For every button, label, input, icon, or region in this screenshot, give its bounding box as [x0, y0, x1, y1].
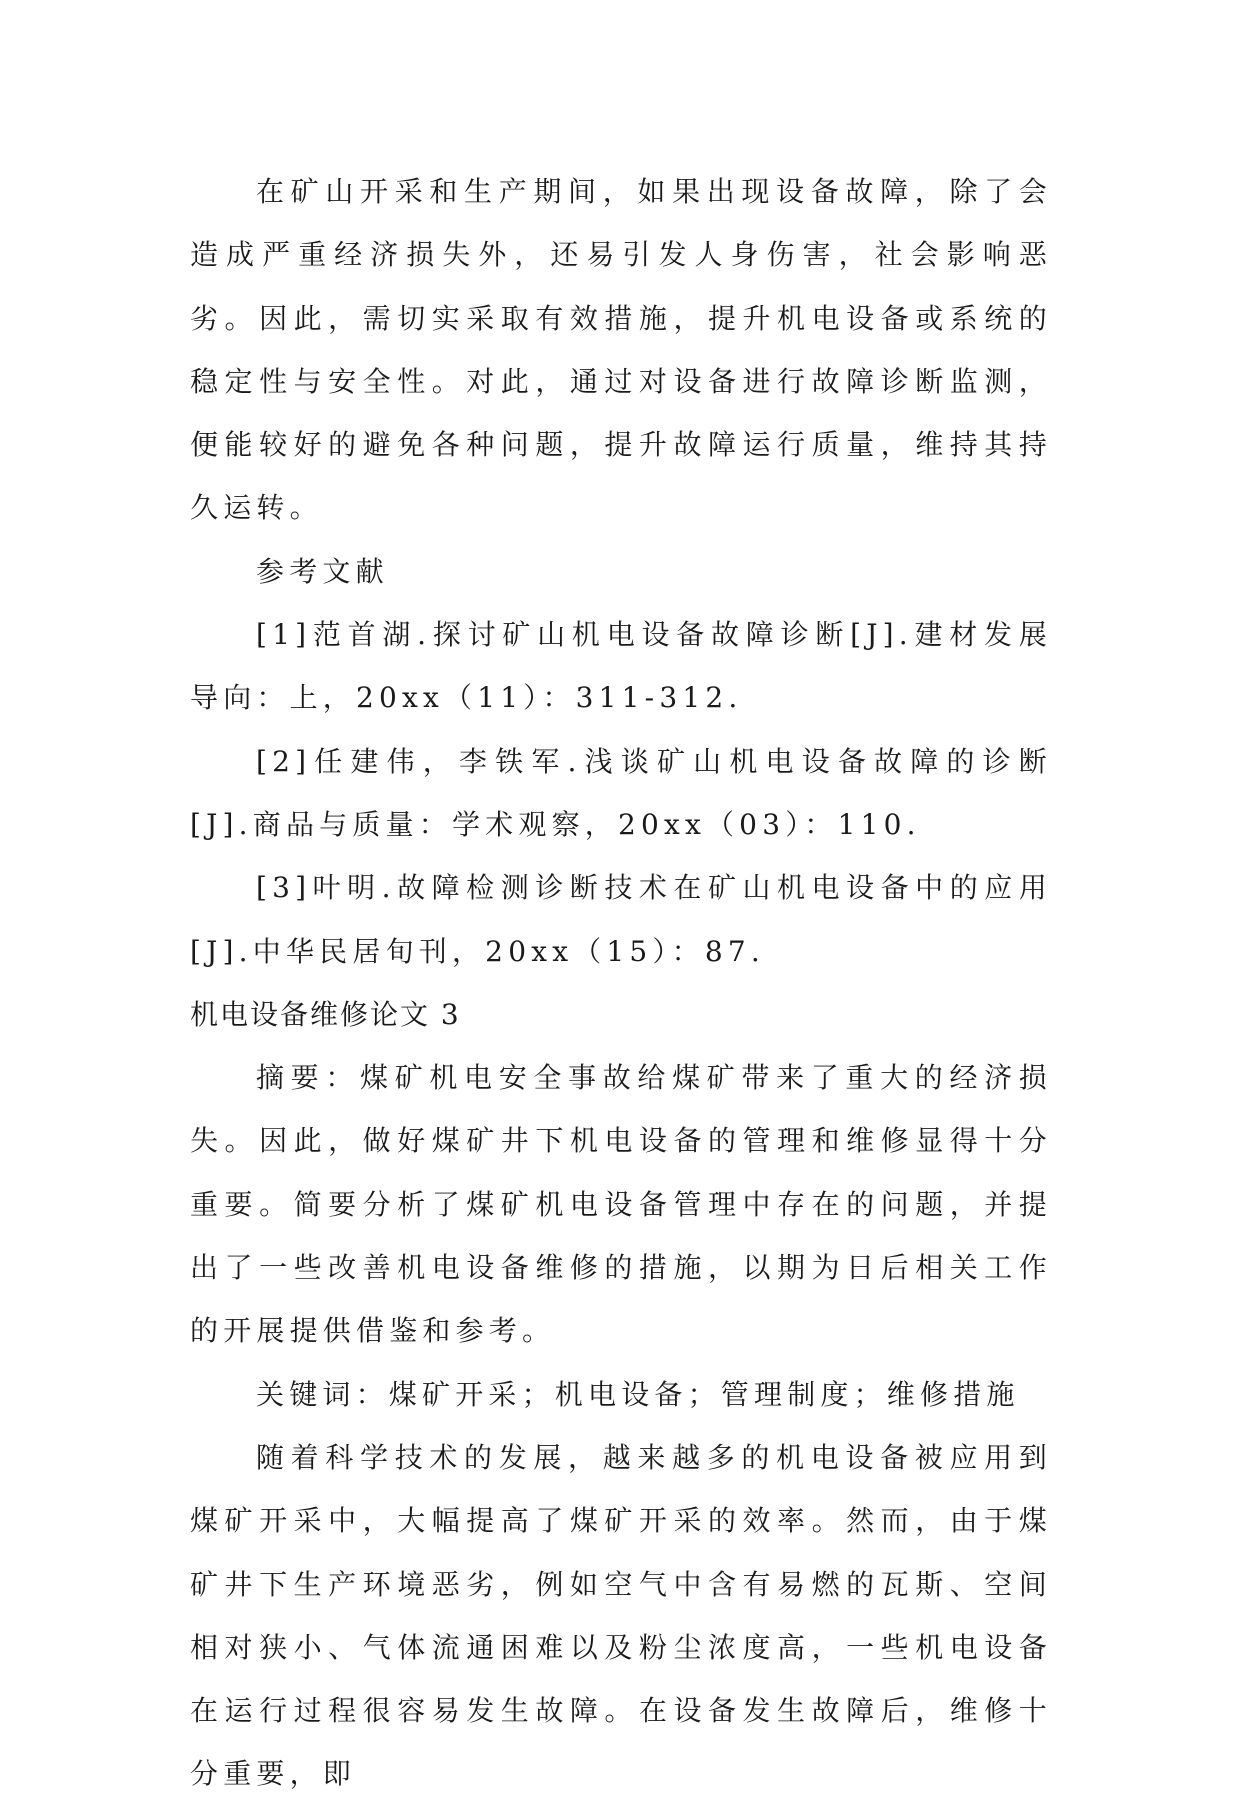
paragraph-conclusion: 在矿山开采和生产期间，如果出现设备故障，除了会造成严重经济损失外，还易引发人身伤害，社会影响恶劣。因此，需切实采取有效措施，提升机电设备或系统的稳定性与安全性。对此，通过对设备进行故障诊断监测，便能较好的避免各种问题，提升故障运行质量，维持其持久运转。 — [190, 175, 1052, 525]
references-heading: 参考文献 — [256, 554, 389, 588]
keywords-line: 关键词：煤矿开采；机电设备；管理制度；维修措施 — [256, 1377, 1020, 1411]
reference-item-1: [1]范首湖.探讨矿山机电设备故障诊断[J].建材发展导向：上，20xx（11）：311-312. — [190, 618, 1052, 715]
abstract-paragraph: 摘要：煤矿机电安全事故给煤矿带来了重大的经济损失。因此，做好煤矿井下机电设备的管理和维修显得十分重要。简要分析了煤矿机电设备管理中存在的问题，并提出了一些改善机电设备维修的措施，以期为日后相关工作的开展提供借鉴和参考。 — [190, 1061, 1052, 1348]
body-paragraph: 随着科学技术的发展，越来越多的机电设备被应用到煤矿开采中，大幅提高了煤矿开采的效率。然而，由于煤矿井下生产环境恶劣，例如空气中含有易燃的瓦斯、空间相对狭小、气体流通困难以及粉尘浓度高，一些机电设备在运行过程很容易发生故障。在设备发生故障后，维修十分重要，即 — [190, 1440, 1052, 1791]
reference-item-2: [2]任建伟，李铁军.浅谈矿山机电设备故障的诊断[J].商品与质量：学术观察，20xx（03）：110. — [190, 744, 1052, 841]
reference-item-3: [3]叶明.故障检测诊断技术在矿山机电设备中的应用[J].中华民居旬刊，20xx（15）：87. — [190, 871, 1052, 968]
section-title: 机电设备维修论文 3 — [190, 997, 461, 1031]
document-body — [190, 160, 1052, 1806]
